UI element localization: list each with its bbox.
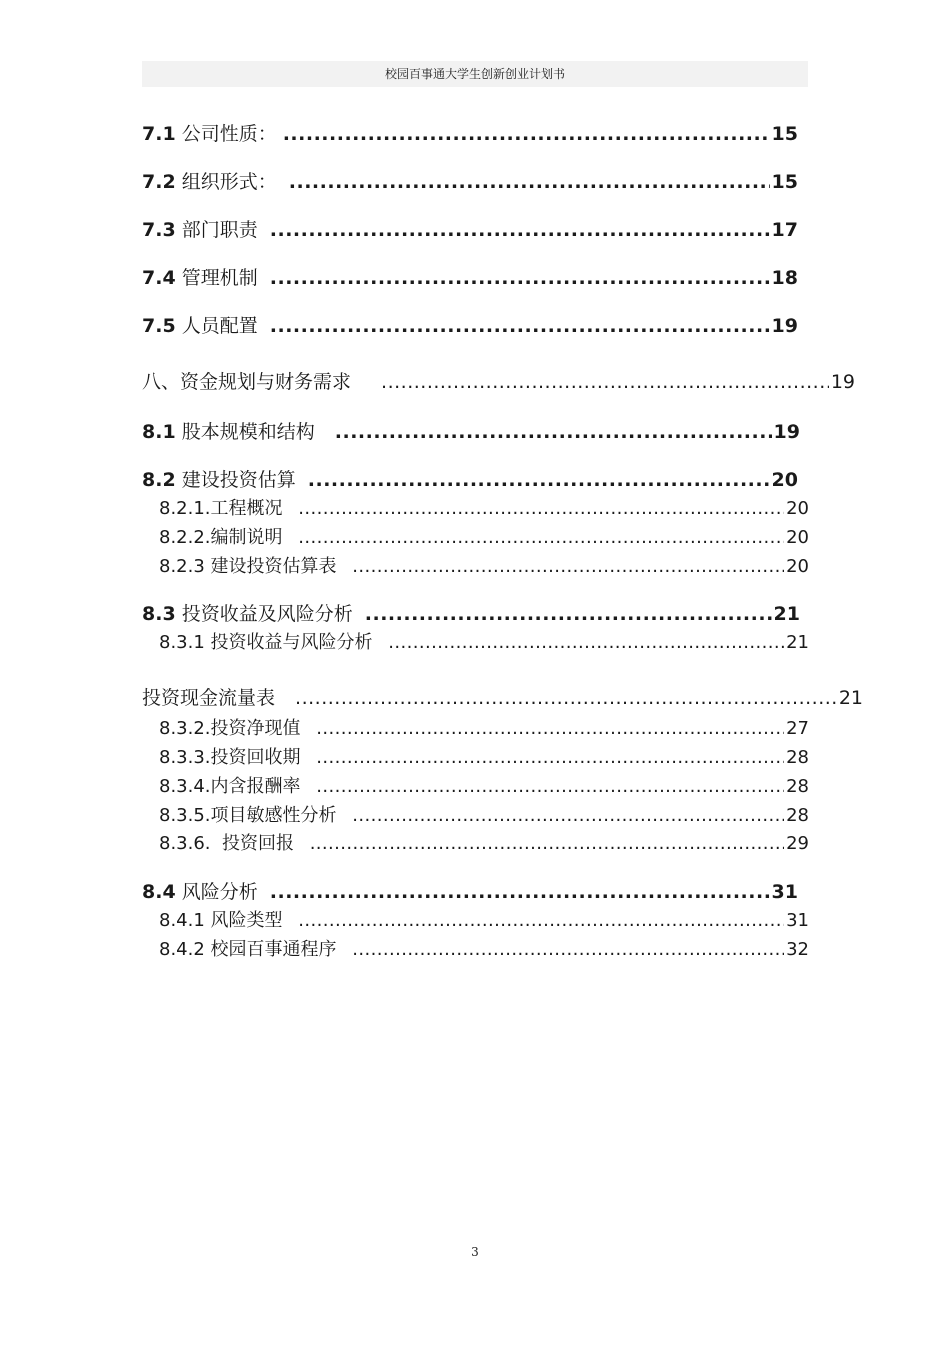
toc-entry-title: 管理机制 bbox=[175, 267, 264, 289]
toc-page-number: 18 bbox=[771, 267, 798, 289]
toc-entry-number: 7.5 bbox=[142, 315, 176, 337]
toc-leader-dots bbox=[381, 368, 829, 396]
toc-page-number: 21 bbox=[773, 603, 800, 625]
toc-leader-dots bbox=[298, 525, 784, 551]
toc-entry-title: 8.3.3.投资回收期 bbox=[159, 747, 307, 768]
toc-entry-title: 投资收益及风险分析 bbox=[175, 603, 359, 625]
toc-leader-dots bbox=[295, 684, 837, 712]
toc-leader-dots bbox=[270, 216, 770, 244]
toc-page-number: 17 bbox=[771, 219, 798, 241]
toc-entry-title: 8.2.3 建设投资估算表 bbox=[159, 556, 343, 577]
toc-entry-title: 人员配置 bbox=[175, 315, 264, 337]
toc-entry-title: 8.4.1 风险类型 bbox=[159, 910, 289, 931]
toc-entry-8-1[interactable] bbox=[142, 418, 800, 446]
toc-subentry-8-3-1[interactable] bbox=[159, 630, 809, 656]
toc-entry-title: 部门职责 bbox=[175, 219, 264, 241]
toc-page-number: 32 bbox=[786, 939, 809, 960]
toc-entry-7-4[interactable] bbox=[142, 264, 798, 292]
toc-page-number: 28 bbox=[786, 805, 809, 826]
toc-page-number: 31 bbox=[786, 910, 809, 931]
toc-entry-7-1[interactable] bbox=[142, 120, 798, 148]
toc-leader-dots bbox=[352, 803, 784, 829]
toc-entry-8-4[interactable] bbox=[142, 878, 798, 906]
toc-page-number: 20 bbox=[786, 498, 809, 519]
toc-entry-number: 7.4 bbox=[142, 267, 176, 289]
toc-entry-title: 8.3.4.内含报酬率 bbox=[159, 776, 307, 797]
toc-leader-dots bbox=[298, 496, 784, 522]
toc-entry-number: 8.3 bbox=[142, 603, 176, 625]
page-number-footer: 3 bbox=[471, 1245, 479, 1259]
toc-entry-title: 公司性质： bbox=[175, 123, 277, 145]
toc-leader-dots bbox=[310, 831, 784, 857]
toc-chapter-8[interactable] bbox=[142, 368, 855, 396]
toc-page-number: 21 bbox=[786, 632, 809, 653]
toc-page-number: 28 bbox=[786, 747, 809, 768]
toc-subentry-8-3-5[interactable] bbox=[159, 803, 809, 829]
toc-page-number: 19 bbox=[773, 421, 800, 443]
toc-entry-7-5[interactable] bbox=[142, 312, 798, 340]
toc-leader-dots bbox=[283, 120, 770, 148]
toc-entry-title: 8.3.2.投资净现值 bbox=[159, 718, 307, 739]
toc-entry-title: 8.3.1 投资收益与风险分析 bbox=[159, 632, 379, 653]
toc-leader-dots bbox=[352, 554, 784, 580]
toc-leader-dots bbox=[335, 418, 772, 446]
toc-entry-title: 组织形式： bbox=[175, 171, 283, 193]
toc-subentry-8-4-2[interactable] bbox=[159, 937, 809, 963]
toc-entry-8-2[interactable] bbox=[142, 466, 798, 494]
toc-subentry-8-2-2[interactable] bbox=[159, 525, 809, 551]
toc-page-number: 19 bbox=[771, 315, 798, 337]
toc-page-number: 20 bbox=[786, 527, 809, 548]
toc-entry-number: 8.1 bbox=[142, 421, 176, 443]
toc-page-number: 15 bbox=[771, 171, 798, 193]
toc-page-number: 29 bbox=[786, 833, 809, 854]
toc-subentry-8-2-3[interactable] bbox=[159, 554, 809, 580]
running-header: 校园百事通大学生创新创业计划书 bbox=[142, 61, 808, 87]
toc-entry-title: 8.3.5.项目敏感性分析 bbox=[159, 805, 343, 826]
toc-leader-dots bbox=[270, 878, 770, 906]
toc-leader-dots bbox=[316, 774, 784, 800]
toc-entry-title: 8.2.1.工程概况 bbox=[159, 498, 289, 519]
toc-leader-dots bbox=[270, 264, 770, 292]
toc-leader-dots bbox=[298, 908, 784, 934]
toc-subentry-8-3-3[interactable] bbox=[159, 745, 809, 771]
toc-entry-title: 8.2.2.编制说明 bbox=[159, 527, 289, 548]
toc-page-number: 27 bbox=[786, 718, 809, 739]
toc-entry-title: 风险分析 bbox=[175, 881, 264, 903]
toc-leader-dots bbox=[316, 745, 784, 771]
toc-subentry-8-3-4[interactable] bbox=[159, 774, 809, 800]
toc-page-number: 21 bbox=[838, 687, 863, 709]
toc-entry-title: 8.3.6. 投资回报 bbox=[159, 833, 300, 854]
toc-leader-dots bbox=[289, 168, 770, 196]
toc-page-number: 31 bbox=[771, 881, 798, 903]
toc-entry-number: 7.2 bbox=[142, 171, 176, 193]
toc-entry-8-3[interactable] bbox=[142, 600, 800, 628]
toc-entry-7-3[interactable] bbox=[142, 216, 798, 244]
toc-subentry-8-3-6[interactable] bbox=[159, 831, 809, 857]
toc-leader-dots bbox=[365, 600, 772, 628]
toc-entry-7-2[interactable] bbox=[142, 168, 798, 196]
toc-entry-cash-flow[interactable] bbox=[142, 684, 863, 712]
toc-leader-dots bbox=[316, 716, 784, 742]
toc-page-number: 28 bbox=[786, 776, 809, 797]
toc-entry-number: 8.4 bbox=[142, 881, 176, 903]
toc-entry-number: 8.2 bbox=[142, 469, 176, 491]
toc-subentry-8-4-1[interactable] bbox=[159, 908, 809, 934]
toc-subentry-8-2-1[interactable] bbox=[159, 496, 809, 522]
toc-entry-title: 建设投资估算 bbox=[175, 469, 302, 491]
toc-entry-number: 7.1 bbox=[142, 123, 176, 145]
toc-entry-title: 八、资金规划与财务需求 bbox=[142, 371, 358, 393]
toc-leader-dots bbox=[388, 630, 784, 656]
toc-page-number: 20 bbox=[771, 469, 798, 491]
toc-page-number: 20 bbox=[786, 556, 809, 577]
toc-entry-title: 股本规模和结构 bbox=[175, 421, 321, 443]
toc-page-number: 19 bbox=[830, 371, 855, 393]
toc-leader-dots bbox=[352, 937, 784, 963]
toc-subentry-8-3-2[interactable] bbox=[159, 716, 809, 742]
toc-entry-title: 投资现金流量表 bbox=[142, 687, 282, 709]
toc-entry-title: 8.4.2 校园百事通程序 bbox=[159, 939, 343, 960]
toc-leader-dots bbox=[308, 466, 770, 494]
toc-entry-number: 7.3 bbox=[142, 219, 176, 241]
toc-leader-dots bbox=[270, 312, 770, 340]
toc-page-number: 15 bbox=[771, 123, 798, 145]
